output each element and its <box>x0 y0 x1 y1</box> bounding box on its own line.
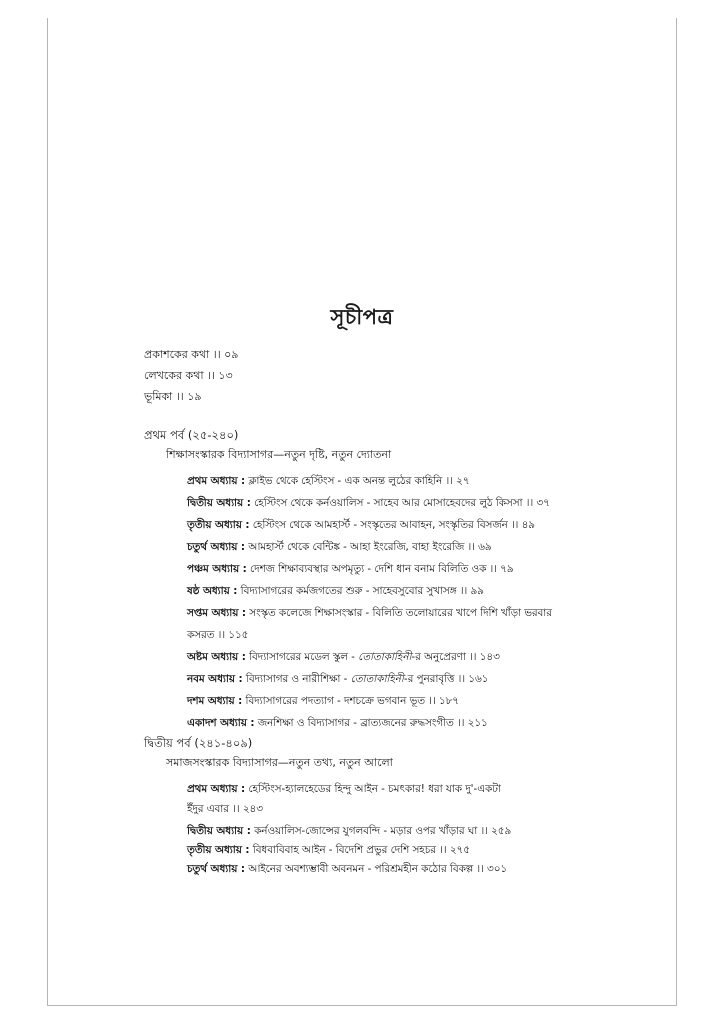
chapter-title: কর্নওয়ালিস-জোন্সের যুগলবন্দি - মড়ার ওপর খাঁড়ার ঘা ।। ২৫৯ <box>250 825 512 837</box>
chapter-title: আমহার্স্ট থেকে বেন্টিঙ্ক - আহা ইংরেজি, বাহা ইংরেজি ।। ৬৯ <box>244 541 492 553</box>
toc-chapter <box>187 672 488 686</box>
chapter-number: দ্বিতীয় অধ্যায় : <box>187 497 251 509</box>
chapter-title: সংস্কৃত কলেজে শিক্ষাসংস্কার - বিলিতি তলোয়ারের খাপে দিশি খাঁড়া ভরবার <box>246 607 552 619</box>
italic-title: তোতাকাহিনী <box>358 651 412 663</box>
page-border <box>47 18 677 1006</box>
toc-chapter <box>187 540 492 554</box>
chapter-title: আইনের অবশ্যম্ভাবী অবনমন - পরিশ্রমহীন কঠোর বিকল্প ।। ৩০১ <box>244 863 508 875</box>
chapter-title: ইঁদুর এবার ।। ২৪৩ <box>187 803 263 815</box>
toc-chapter <box>187 824 511 838</box>
chapter-number: প্রথম অধ্যায় : <box>187 783 246 795</box>
chapter-number: তৃতীয় অধ্যায় : <box>187 519 250 531</box>
toc-entry-introduction: ভূমিকা ।। ১৯ <box>144 390 202 403</box>
chapter-number: প্রথম অধ্যায় : <box>187 475 246 487</box>
chapter-title-end: -র অনুপ্রেরণা ।। ১৪৩ <box>411 651 500 663</box>
toc-chapter-continuation <box>187 802 263 816</box>
toc-chapter <box>187 782 501 796</box>
toc-chapter <box>187 843 470 857</box>
chapter-number: অষ্টম অধ্যায় : <box>187 651 246 663</box>
toc-chapter <box>187 496 550 510</box>
chapter-number: দশম অধ্যায় : <box>187 695 243 707</box>
chapter-title: হেস্টিংস থেকে আমহার্স্ট - সংস্কৃতের আবাহন, সংস্কৃতির বিসর্জন ।। ৪৯ <box>249 519 535 531</box>
page-title: সূচীপত্র <box>330 305 394 329</box>
chapter-number: চতুর্থ অধ্যায় : <box>187 541 245 553</box>
part-1-heading: প্রথম পর্ব (২৫-২৪০) <box>144 428 239 442</box>
part-2-heading: দ্বিতীয় পর্ব (২৪১-৪০৯) <box>144 736 253 750</box>
chapter-number: দ্বিতীয় অধ্যায় : <box>187 825 251 837</box>
toc-chapter <box>187 584 484 598</box>
chapter-number: সপ্তম অধ্যায় : <box>187 607 246 619</box>
chapter-title: দেশজ শিক্ষাব্যবস্থার অপমৃত্যু - দেশি ধান বনাম বিলিতি ওক ।। ৭৯ <box>246 563 514 575</box>
toc-chapter <box>187 716 488 730</box>
toc-chapter-continuation <box>187 628 248 642</box>
chapter-title: বিদ্যাসাগরের মডেল স্কুল - <box>245 651 359 663</box>
part-2-subtitle: সমাজসংস্কারক বিদ্যাসাগর—নতুন তথ্য, নতুন আলো <box>166 756 393 769</box>
chapter-title: হেস্টিংস-হ্যালহেডের হিন্দু আইন - চমৎকার! ধরা যাক দু'-একটা <box>245 783 501 795</box>
chapter-number: একাদশ অধ্যায় : <box>187 717 255 729</box>
chapter-title: হেস্টিংস থেকে কর্নওয়ালিস - সাহেব আর মোসাহেবদের লুঠ কিসসা ।। ৩৭ <box>250 497 550 509</box>
toc-chapter <box>187 474 469 488</box>
part-1-subtitle: শিক্ষাসংস্কারক বিদ্যাসাগর—নতুন দৃষ্টি, নতুন দ্যোতনা <box>166 448 392 461</box>
toc-entry-author-note: লেখকের কথা ।। ১৩ <box>144 369 233 382</box>
toc-chapter <box>187 650 500 664</box>
chapter-title: বিধবাবিবাহ আইন - বিদেশি প্রভুর দেশি সহচর ।। ২৭৫ <box>249 844 470 856</box>
toc-chapter <box>187 518 535 532</box>
chapter-title: বিদ্যাসাগরের পদত্যাগ - দশচক্রে ভগবান ভূত ।। ১৮৭ <box>242 695 459 707</box>
chapter-title: বিদ্যাসাগর ও নারীশিক্ষা - <box>242 673 351 685</box>
chapter-title: জনশিক্ষা ও বিদ্যাসাগর - ব্রাত্যজনের রুদ্ধসংগীত ।। ২১১ <box>254 717 488 729</box>
chapter-title: কসরত ।। ১১৫ <box>187 629 249 641</box>
chapter-title: বিদ্যাসাগরের কর্মজগতের শুরু - সাহেবসুবোর সুখাসঙ্গ ।। ৯৯ <box>237 585 484 597</box>
italic-title: তোতাকাহিনী <box>350 673 404 685</box>
toc-chapter <box>187 862 507 876</box>
chapter-title: ক্লাইভ থেকে হেস্টিংস - এক অনন্ত লুঠের কাহিনি ।। ২৭ <box>245 475 470 487</box>
toc-chapter <box>187 562 514 576</box>
chapter-number: পঞ্চম অধ্যায় : <box>187 563 247 575</box>
toc-chapter <box>187 694 459 708</box>
chapter-title-end: -র পুনরাবৃত্তি ।। ১৬১ <box>403 673 489 685</box>
chapter-number: ষষ্ঠ অধ্যায় : <box>187 585 238 597</box>
chapter-number: চতুর্থ অধ্যায় : <box>187 863 245 875</box>
toc-entry-publisher-note: প্রকাশকের কথা ।। ০৯ <box>144 348 239 361</box>
toc-chapter <box>187 606 552 620</box>
chapter-number: নবম অধ্যায় : <box>187 673 243 685</box>
chapter-number: তৃতীয় অধ্যায় : <box>187 844 250 856</box>
